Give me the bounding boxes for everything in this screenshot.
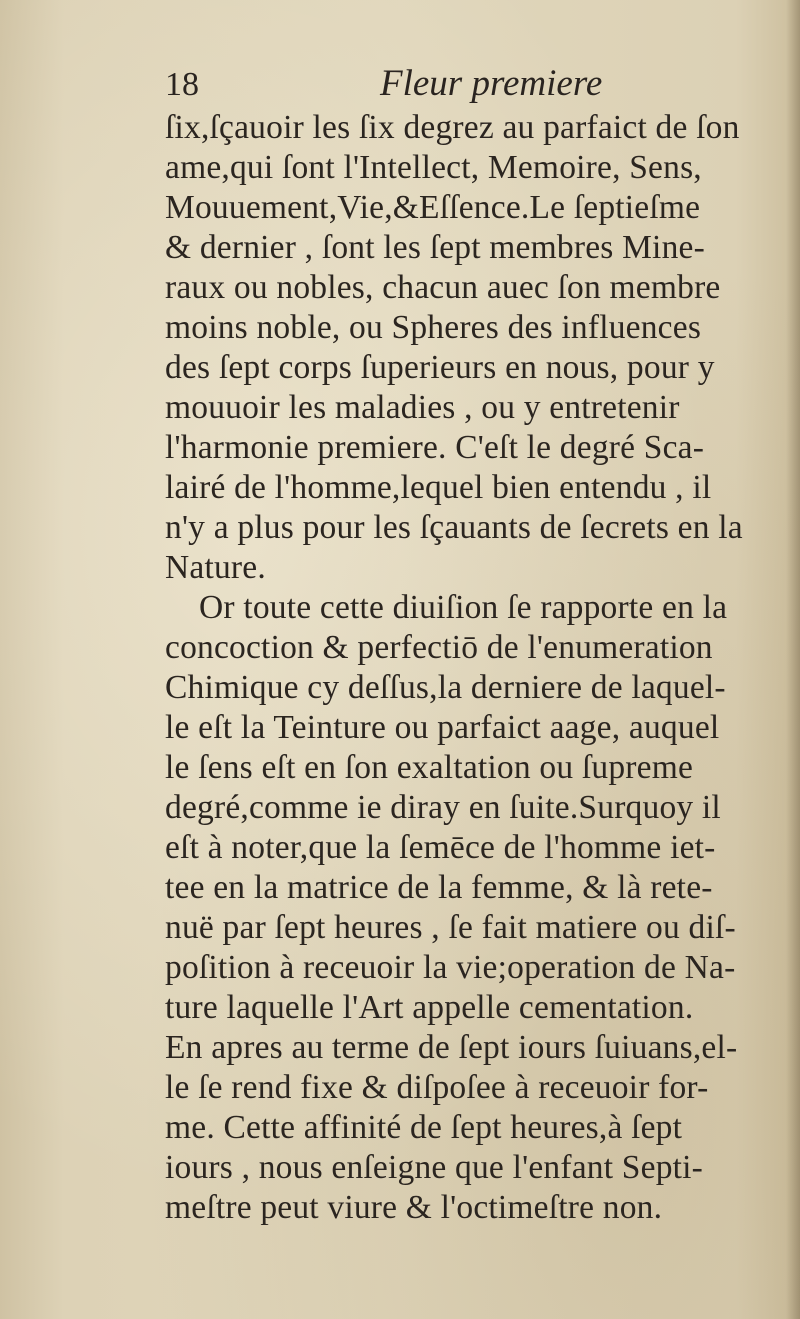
page-header (165, 62, 625, 112)
text-line: lairé de l'homme,lequel bien entendu , il (165, 469, 712, 506)
text-line: moins noble, ou Spheres des influences (165, 309, 702, 346)
text-line: l'harmonie premiere. C'eſt le degré Sca- (165, 429, 705, 466)
page-number: 18 (165, 66, 199, 103)
text-line: ſix,ſçauoir les ſix degrez au parfaict de ſon (165, 109, 740, 146)
text-line: ame,qui ſont l'Intellect, Memoire, Sens, (165, 149, 702, 186)
text-line: Chimique cy deſſus,la derniere de laquel- (165, 669, 726, 706)
text-line: & dernier , ſont les ſept membres Mine- (165, 229, 705, 266)
text-line: des ſept corps ſuperieurs en nous, pour y (165, 349, 715, 386)
text-line: Mouuement,Vie,&Eſſence.Le ſeptieſme (165, 189, 701, 226)
paragraph-start-line: Or toute cette diuiſion ſe rapporte en la (199, 589, 728, 626)
text-line: Nature. (165, 549, 266, 586)
text-line: degré,comme ie diray en ſuite.Surquoy il (165, 789, 721, 826)
text-line: nuë par ſept heures , ſe fait matiere ou diſ- (165, 909, 736, 946)
text-line: n'y a plus pour les ſçauants de ſecrets en la (165, 509, 743, 546)
text-line: le ſens eſt en ſon exaltation ou ſupreme (165, 749, 694, 786)
text-line: me. Cette affinité de ſept heures,à ſept (165, 1109, 683, 1146)
text-line: raux ou nobles, chacun auec ſon membre (165, 269, 721, 306)
text-line: En apres au terme de ſept iours ſuiuans,el- (165, 1029, 738, 1066)
text-line: concoction & perfectiō de l'enumeration (165, 629, 713, 666)
running-title: Fleur premiere (380, 63, 603, 104)
text-line: le eſt la Teinture ou parfaict aage, auquel (165, 709, 720, 746)
body-text (165, 108, 785, 1228)
text-line: meſtre peut viure & l'octimeſtre non. (165, 1189, 663, 1226)
text-line: ture laquelle l'Art appelle cementation. (165, 989, 694, 1026)
text-line: poſition à receuoir la vie;operation de Na- (165, 949, 736, 986)
page-edge-shadow (786, 0, 800, 1319)
text-line: eſt à noter,que la ſemēce de l'homme iet- (165, 829, 716, 866)
text-line: mouuoir les maladies , ou y entretenir (165, 389, 680, 426)
text-line: le ſe rend fixe & diſpoſee à receuoir for- (165, 1069, 709, 1106)
text-line: tee en la matrice de la femme, & là rete- (165, 869, 713, 906)
text-line: iours , nous enſeigne que l'enfant Septi- (165, 1149, 704, 1186)
